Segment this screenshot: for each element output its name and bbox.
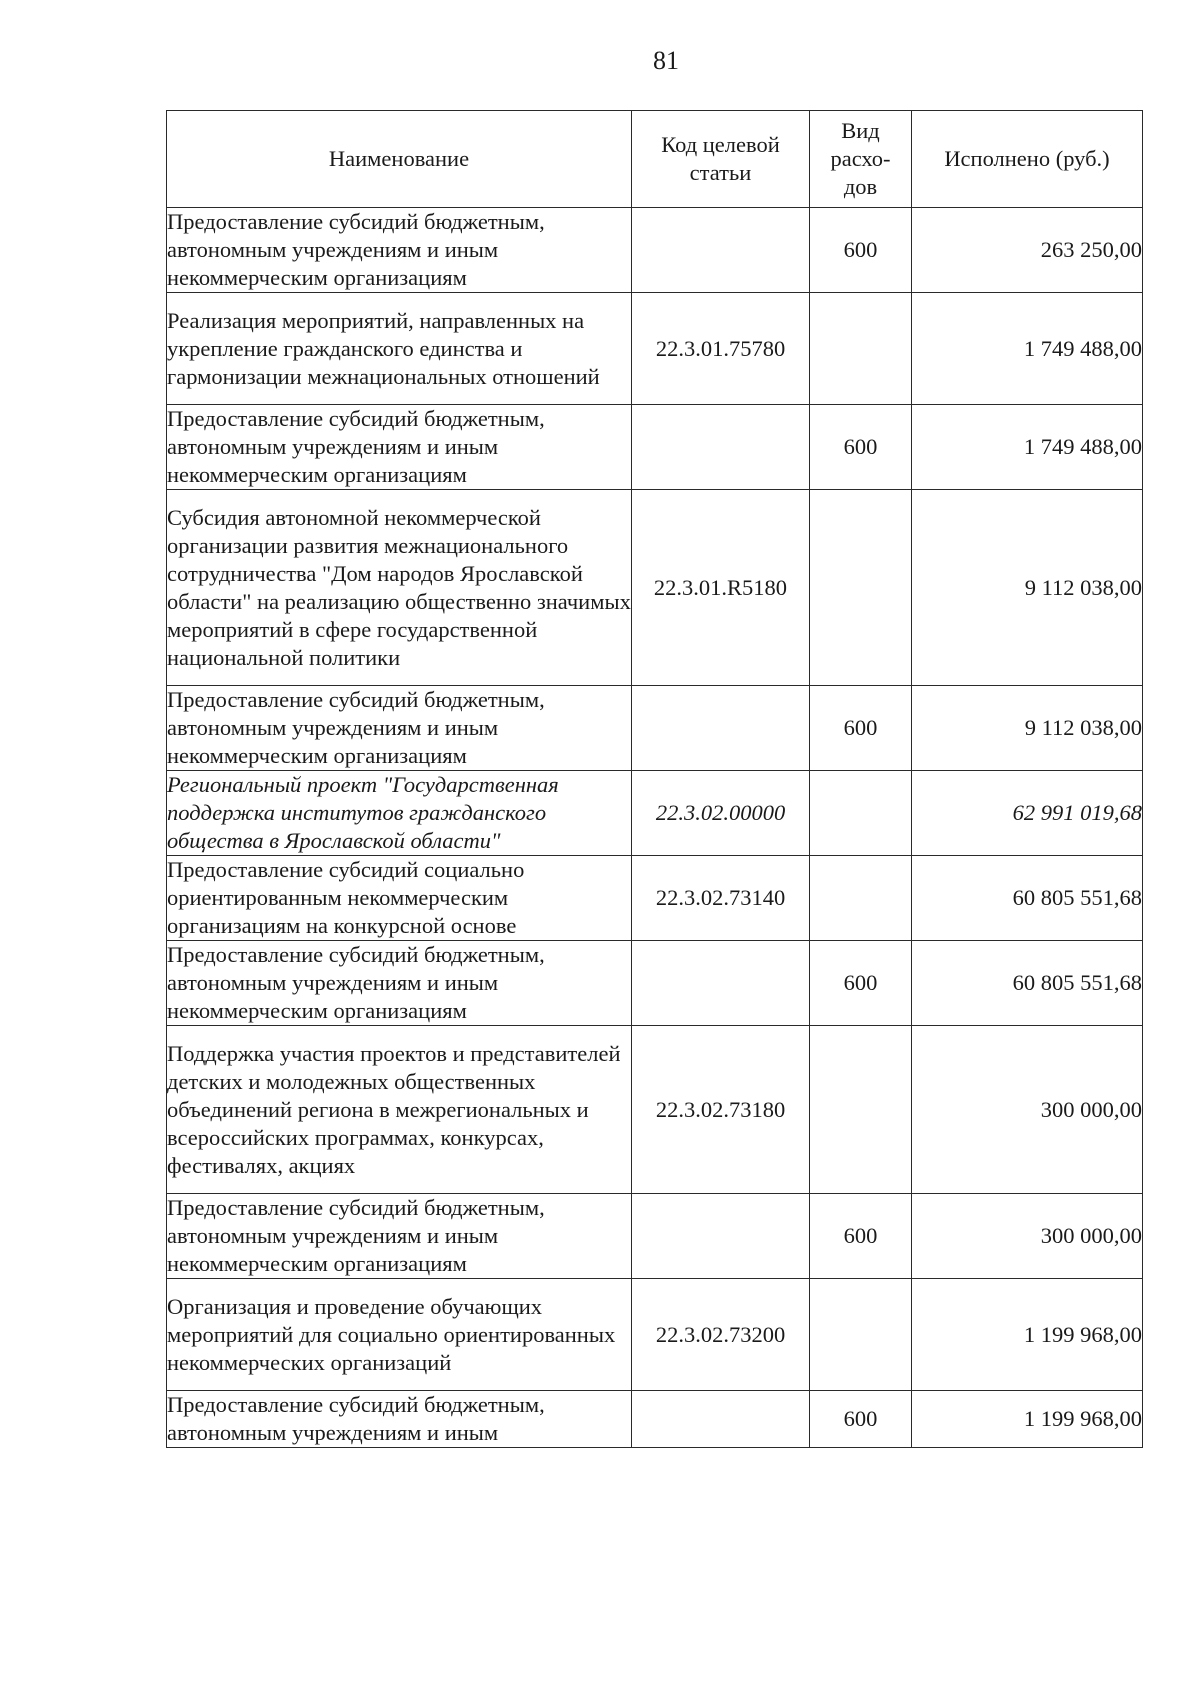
row-sum: 1 749 488,00 [912,405,1143,490]
row-name: Субсидия автономной некоммерческой организации развития межнационального сотрудничества "Дом народов Ярославской области" на реализацию общественно значимых мероприятий в сфере государственной национальной политики [167,490,632,686]
row-kind [810,293,912,405]
table-row [167,208,1143,293]
row-name: Предоставление субсидий бюджетным, автономным учреждениям и иным некоммерческим организациям [167,686,632,771]
row-sum: 60 805 551,68 [912,941,1143,1026]
row-sum: 9 112 038,00 [912,490,1143,686]
row-code [632,1391,810,1448]
row-kind: 600 [810,941,912,1026]
row-name: Реализация мероприятий, направленных на укрепление гражданского единства и гармонизации межнациональных отношений [167,293,632,405]
table-row [167,856,1143,941]
row-name: Предоставление субсидий бюджетным, автономным учреждениям и иным некоммерческим организациям [167,405,632,490]
table-row [167,1279,1143,1391]
row-kind [810,1026,912,1194]
table-row [167,293,1143,405]
row-name: Поддержка участия проектов и представителей детских и молодежных общественных объединений региона в межрегиональных и всероссийских программах, конкурсах, фестивалях, акциях [167,1026,632,1194]
row-sum: 62 991 019,68 [912,771,1143,856]
table-row [167,405,1143,490]
row-kind: 600 [810,686,912,771]
row-code [632,208,810,293]
page-number: 81 [653,46,679,75]
row-code: 22.3.02.73140 [632,856,810,941]
row-kind: 600 [810,208,912,293]
row-code [632,405,810,490]
row-kind [810,1279,912,1391]
row-sum: 263 250,00 [912,208,1143,293]
row-kind [810,771,912,856]
row-code [632,941,810,1026]
row-name: Предоставление субсидий социально ориентированным некоммерческим организациям на конкурсной основе [167,856,632,941]
row-code: 22.3.01.75780 [632,293,810,405]
row-name: Предоставление субсидий бюджетным, автономным учреждениям и иным некоммерческим организациям [167,941,632,1026]
table-row [167,490,1143,686]
row-kind: 600 [810,1391,912,1448]
table-row [167,686,1143,771]
table-row [167,1391,1143,1448]
header-sum: Исполнено (руб.) [912,111,1143,208]
header-kind: Вид расхо-дов [810,111,912,208]
row-name: Предоставление субсидий бюджетным, автономным учреждениям и иным [167,1391,632,1448]
row-kind: 600 [810,405,912,490]
row-kind [810,856,912,941]
row-sum: 1 749 488,00 [912,293,1143,405]
row-code: 22.3.02.73200 [632,1279,810,1391]
row-code: 22.3.01.R5180 [632,490,810,686]
row-code [632,1194,810,1279]
table-row-project [167,771,1143,856]
row-sum: 1 199 968,00 [912,1279,1143,1391]
row-sum: 300 000,00 [912,1194,1143,1279]
table-row [167,1194,1143,1279]
row-name: Организация и проведение обучающих мероприятий для социально ориентированных некоммерческих организаций [167,1279,632,1391]
row-name: Предоставление субсидий бюджетным, автономным учреждениям и иным некоммерческим организациям [167,208,632,293]
table-row [167,941,1143,1026]
row-sum: 1 199 968,00 [912,1391,1143,1448]
row-name: Региональный проект "Государственная поддержка институтов гражданского общества в Ярославской области" [167,771,632,856]
row-sum: 60 805 551,68 [912,856,1143,941]
table-header-row [167,111,1143,208]
header-name: Наименование [167,111,632,208]
row-code: 22.3.02.73180 [632,1026,810,1194]
row-code: 22.3.02.00000 [632,771,810,856]
row-kind [810,490,912,686]
budget-table [166,110,1143,1448]
row-name: Предоставление субсидий бюджетным, автономным учреждениям и иным некоммерческим организациям [167,1194,632,1279]
row-code [632,686,810,771]
table-row [167,1026,1143,1194]
row-sum: 9 112 038,00 [912,686,1143,771]
row-kind: 600 [810,1194,912,1279]
header-code: Код целевой статьи [632,111,810,208]
row-sum: 300 000,00 [912,1026,1143,1194]
